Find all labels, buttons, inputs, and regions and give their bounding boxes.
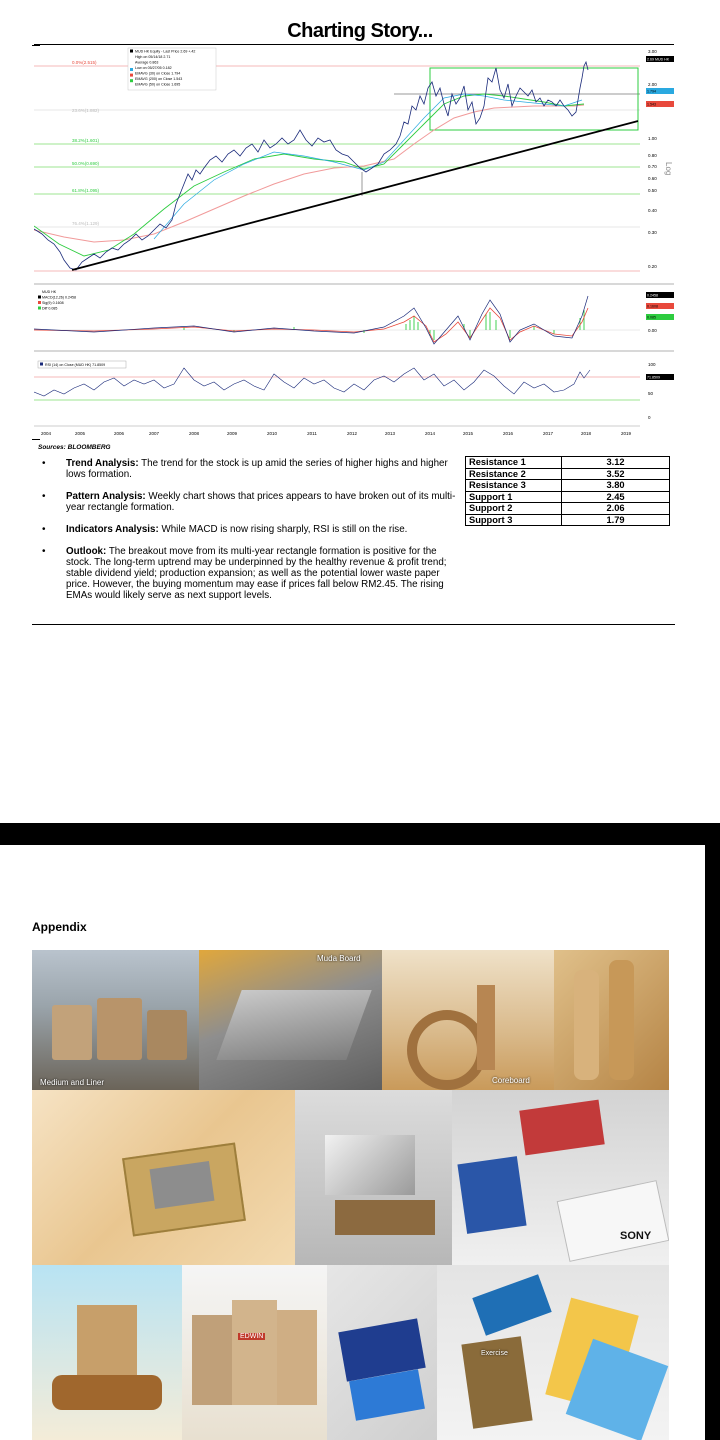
year-label: 2015 <box>462 431 474 436</box>
photo-muda-board <box>199 950 382 1090</box>
photo-paper-bags-food <box>32 1265 182 1440</box>
level-label: Resistance 1 <box>466 457 562 469</box>
bullet-text: While MACD is now rising sharply, RSI is still on the rise. <box>158 524 408 535</box>
legend-item: MUD HK Equity - Last Price 2.69 +.42 <box>135 49 196 54</box>
levels-table <box>465 456 670 526</box>
price-axis <box>648 49 673 269</box>
page-title: Charting Story... <box>287 20 433 42</box>
year-label: 2013 <box>384 431 396 436</box>
year-label: 2005 <box>74 431 86 436</box>
year-label: 2018 <box>580 431 592 436</box>
macd-tick: 0.00 <box>648 328 657 333</box>
fib-label: 76.4%(1.129) <box>72 221 100 226</box>
left-tick <box>32 439 40 440</box>
fib-label: 50.0%(0.690) <box>72 161 100 166</box>
rsi-tag: 71.8509 <box>647 375 660 380</box>
rsi-legend <box>38 361 126 368</box>
rsi-tick: 100 <box>648 362 656 367</box>
photo-mill-rolls <box>32 950 199 1090</box>
time-axis <box>41 431 632 436</box>
macd-tag: 0.2458 <box>647 293 658 298</box>
bullet-dot-icon: • <box>42 546 46 557</box>
caption-sony: SONY <box>620 1230 652 1242</box>
level-label: Resistance 3 <box>466 480 562 492</box>
macd-signal-line <box>34 308 588 342</box>
caption-edwin: EDWIN <box>240 1333 264 1340</box>
bullet-heading: Trend Analysis: <box>66 458 139 469</box>
bullet-dot-icon: • <box>42 458 46 469</box>
year-label: 2012 <box>346 431 358 436</box>
year-label: 2010 <box>266 431 278 436</box>
photo-coreboard <box>382 950 554 1090</box>
bullet-indicators <box>38 524 458 535</box>
ema-tag: 1.794 <box>647 89 656 94</box>
rsi-axis <box>646 362 674 420</box>
year-label: 2004 <box>40 431 52 436</box>
level-label: Support 2 <box>466 503 562 515</box>
level-value: 2.06 <box>562 503 670 515</box>
macd-tags <box>646 292 674 333</box>
table-row <box>466 457 670 469</box>
photo-cards <box>327 1265 437 1440</box>
log-label: Log <box>664 162 673 176</box>
tick-label: 0.40 <box>648 208 657 213</box>
photo-paper-tubes <box>554 950 669 1090</box>
tick-label: 2.00 <box>648 82 657 87</box>
photo-exercise-books <box>437 1265 669 1440</box>
chart-svg <box>34 44 674 444</box>
section-rule <box>32 624 675 625</box>
legend-item: Average 0.863 <box>135 60 159 65</box>
year-label: 2017 <box>542 431 554 436</box>
macd-legend <box>38 290 76 311</box>
level-value: 1.79 <box>562 514 670 526</box>
level-value: 3.52 <box>562 468 670 480</box>
caption-exercise: Exercise <box>481 1350 508 1357</box>
legend-item: EMAVG (50) on Close 1.695 <box>135 82 181 87</box>
level-value: 3.80 <box>562 480 670 492</box>
tick-label: 0.80 <box>648 153 657 158</box>
photo-boxes <box>452 1090 669 1265</box>
legend-item: Low on 05/27/05 0.182 <box>135 66 172 70</box>
rectangle-formation <box>430 68 638 130</box>
ema-30-line <box>154 94 582 239</box>
tick-label: 0.50 <box>648 188 657 193</box>
year-label: 2009 <box>226 431 238 436</box>
price-line <box>34 62 588 270</box>
page-break-band <box>0 823 720 845</box>
fib-label: 38.2%(1.601) <box>72 138 100 143</box>
photo-honeycomb-packaging <box>32 1090 295 1265</box>
table-row <box>466 480 670 492</box>
photo-foil-trays <box>295 1090 452 1265</box>
ema-200-line <box>34 105 584 242</box>
table-row <box>466 503 670 515</box>
analysis-bullets <box>38 458 458 612</box>
ema-tag: 1.543 <box>647 102 656 107</box>
trend-line <box>72 121 638 270</box>
bullet-dot-icon: • <box>42 524 46 535</box>
bullet-heading: Pattern Analysis: <box>66 491 146 502</box>
tick-label: 1.00 <box>648 136 657 141</box>
table-row <box>466 468 670 480</box>
tick-label: 3.00 <box>648 49 657 54</box>
legend-item: EMAVG (30) on Close 1.794 <box>135 71 181 76</box>
appendix-title: Appendix <box>32 920 87 934</box>
year-label: 2016 <box>502 431 514 436</box>
rsi-line <box>34 368 590 396</box>
fib-label: 61.8%(1.095) <box>72 188 100 193</box>
level-value: 2.45 <box>562 491 670 503</box>
product-collage <box>32 950 669 1440</box>
bullet-trend <box>38 458 458 480</box>
last-price-tag: 2.69 MUD HK <box>647 57 670 62</box>
legend-item: EMAVG (200) on Close 1.543 <box>135 77 183 81</box>
rsi-tick: 50 <box>648 391 654 396</box>
bullet-text: The breakout move from its multi-year rectangle formation is positive for the stock. The long-term uptrend may be underpinned by the healthy revenue & profit trend; stable dividend yield; production expansion; as well as the potential lower waste paper price. However, the buying momentum may ease if prices fall below RM2.45. The rising EMAs would likely serve as next support levels. <box>66 546 447 601</box>
caption-medium-liner: Medium and Liner <box>40 1078 105 1087</box>
level-label: Support 1 <box>466 491 562 503</box>
bullet-text: Weekly chart shows that prices appears to have broken out of its multi-year rectangle formation. <box>66 491 456 513</box>
fib-label: 0.0%(2.515) <box>72 60 97 65</box>
bullet-dot-icon: • <box>42 491 46 502</box>
price-legend <box>128 48 216 90</box>
rsi-legend-item: RSI (14) on Close (MUD HK) 71.8509 <box>45 363 106 367</box>
bullet-heading: Indicators Analysis: <box>66 524 159 535</box>
macd-tag: 0.1608 <box>647 304 658 309</box>
level-label: Resistance 2 <box>466 468 562 480</box>
tick-label: 0.20 <box>648 264 657 269</box>
macd-histogram <box>184 310 584 340</box>
fib-labels <box>72 60 100 226</box>
caption-muda-board: Muda Board <box>317 954 361 963</box>
year-label: 2014 <box>424 431 436 436</box>
sources-note: Sources: BLOOMBERG <box>38 444 111 451</box>
bullet-text: The trend for the stock is up amid the series of higher highs and higher lows formation. <box>66 458 448 480</box>
caption-coreboard: Coreboard <box>492 1076 530 1085</box>
year-label: 2008 <box>188 431 200 436</box>
macd-line <box>34 296 588 344</box>
technical-chart <box>34 44 674 444</box>
bullet-outlook <box>38 546 458 601</box>
tick-label: 0.70 <box>648 164 657 169</box>
table-row <box>466 514 670 526</box>
bullet-heading: Outlook: <box>66 546 107 557</box>
table-row <box>466 491 670 503</box>
year-label: 2006 <box>113 431 125 436</box>
macd-legend-item: Sig(9) 0.1608 <box>42 301 64 305</box>
macd-legend-item: MUD HK <box>42 290 57 294</box>
photo-shopping-bags <box>182 1265 327 1440</box>
level-label: Support 3 <box>466 514 562 526</box>
page-edge-band <box>705 845 720 1440</box>
bullet-pattern <box>38 491 458 513</box>
legend-item: High on 05/14/18 2.71 <box>135 55 171 59</box>
rsi-tick: 0 <box>648 415 651 420</box>
macd-tag: 0.085 <box>647 315 656 320</box>
fib-label: 23.6%(1.882) <box>72 108 100 113</box>
macd-legend-item: MACD(12,26) 0.2458 <box>42 295 76 300</box>
ema-50-line <box>34 94 584 256</box>
tick-label: 0.30 <box>648 230 657 235</box>
macd-legend-item: Diff 0.085 <box>42 306 58 311</box>
year-label: 2007 <box>148 431 160 436</box>
level-value: 3.12 <box>562 457 670 469</box>
year-label: 2019 <box>620 431 632 436</box>
year-label: 2011 <box>307 431 317 436</box>
tick-label: 0.60 <box>648 176 657 181</box>
